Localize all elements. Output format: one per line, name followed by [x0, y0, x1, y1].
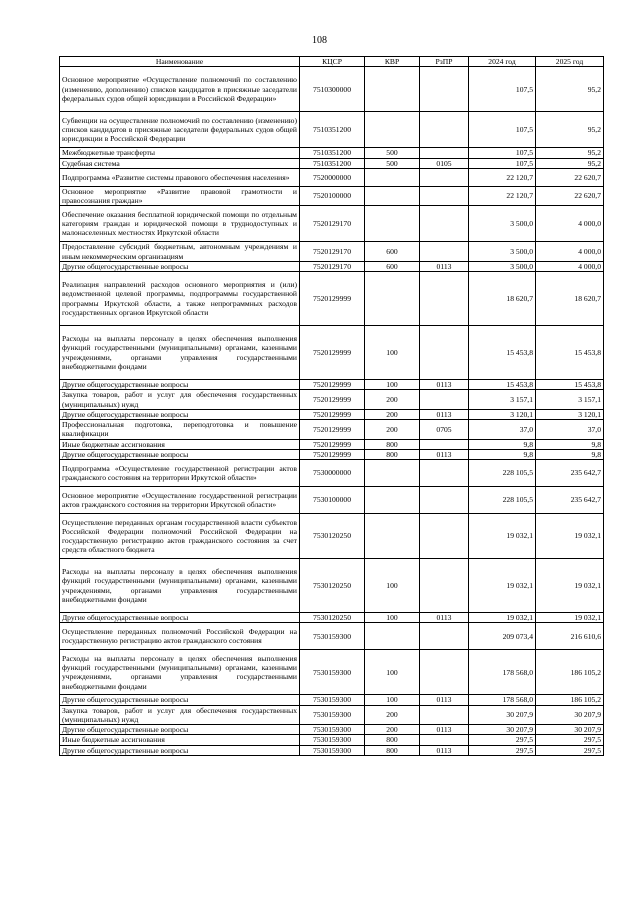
cell-name: Межбюджетные трансферты — [60, 148, 300, 158]
cell-kcsr: 7530100000 — [300, 487, 365, 514]
cell-kvr: 800 — [365, 449, 420, 459]
cell-y2025: 30 207,9 — [536, 725, 604, 735]
cell-rzpr — [420, 112, 469, 148]
header-kvr: КВР — [365, 57, 420, 67]
cell-kvr: 800 — [365, 439, 420, 449]
cell-name: Подпрограмма «Развитие системы правового обеспечения населения» — [60, 168, 300, 186]
cell-rzpr — [420, 705, 469, 725]
cell-kvr: 200 — [365, 725, 420, 735]
cell-kcsr: 7530159300 — [300, 623, 365, 650]
cell-kvr — [365, 623, 420, 650]
cell-kcsr: 7530120250 — [300, 613, 365, 623]
header-name: Наименование — [60, 57, 300, 67]
cell-kcsr: 7530159300 — [300, 735, 365, 745]
cell-kcsr: 7520129999 — [300, 380, 365, 390]
cell-y2024: 178 568,0 — [469, 650, 536, 695]
cell-kcsr: 7530159300 — [300, 650, 365, 695]
cell-y2024: 30 207,9 — [469, 705, 536, 725]
cell-name: Подпрограмма «Осуществление государственной регистрации актов гражданского состояния на территории Иркутской области» — [60, 460, 300, 487]
table-row — [60, 623, 604, 650]
cell-kvr — [365, 206, 420, 242]
table-row — [60, 409, 604, 419]
cell-kcsr: 7520100000 — [300, 186, 365, 206]
cell-name: Обеспечение оказания бесплатной юридической помощи по отдельным категориям граждан и юридической помощи в труднодоступных и малонаселенных местностях Иркутской области — [60, 206, 300, 242]
table-row — [60, 735, 604, 745]
cell-name: Другие общегосударственные вопросы — [60, 695, 300, 705]
cell-kcsr: 7530159300 — [300, 725, 365, 735]
cell-y2025: 30 207,9 — [536, 705, 604, 725]
cell-kvr: 200 — [365, 420, 420, 440]
cell-y2025: 297,5 — [536, 735, 604, 745]
cell-rzpr: 0113 — [420, 380, 469, 390]
cell-name: Субвенции на осуществление полномочий по составлению (изменению) списков кандидатов в присяжные заседатели федеральных судов общей юрисдикции в Российской Федерации — [60, 112, 300, 148]
cell-kvr — [365, 487, 420, 514]
cell-name: Другие общегосударственные вопросы — [60, 409, 300, 419]
cell-y2024: 37,0 — [469, 420, 536, 440]
table-row — [60, 695, 604, 705]
cell-kvr — [365, 460, 420, 487]
cell-name: Расходы на выплаты персоналу в целях обеспечения выполнения функций государственными (муниципальными) органами, казенными учреждениями, органами управления государственными внебюджетными фондами — [60, 650, 300, 695]
cell-y2024: 3 500,0 — [469, 206, 536, 242]
cell-y2024: 228 105,5 — [469, 487, 536, 514]
cell-y2024: 297,5 — [469, 735, 536, 745]
table-row — [60, 261, 604, 271]
cell-kcsr: 7510351200 — [300, 158, 365, 168]
cell-kvr: 500 — [365, 158, 420, 168]
table-row — [60, 439, 604, 449]
cell-y2024: 297,5 — [469, 745, 536, 755]
cell-name: Основное мероприятие «Развитие правовой грамотности и правосознания граждан» — [60, 186, 300, 206]
cell-kcsr: 7510351200 — [300, 148, 365, 158]
table-row — [60, 67, 604, 112]
cell-kcsr: 7520129999 — [300, 420, 365, 440]
cell-rzpr — [420, 514, 469, 559]
header-kcsr: КЦСР — [300, 57, 365, 67]
header-2024: 2024 год — [469, 57, 536, 67]
cell-rzpr: 0113 — [420, 613, 469, 623]
cell-name: Осуществление переданных органам государственной власти субъектов Российской Федерации полномочий Российской Федерации на государственную регистрацию актов гражданского состояния за счет средств областного бюджета — [60, 514, 300, 559]
cell-y2024: 3 157,1 — [469, 390, 536, 410]
cell-name: Закупка товаров, работ и услуг для обеспечения государственных (муниципальных) нужд — [60, 705, 300, 725]
cell-y2024: 107,5 — [469, 112, 536, 148]
cell-name: Иные бюджетные ассигнования — [60, 735, 300, 745]
cell-y2024: 19 032,1 — [469, 559, 536, 613]
cell-kcsr: 7520129999 — [300, 272, 365, 326]
cell-rzpr: 0113 — [420, 745, 469, 755]
cell-kcsr: 7520129170 — [300, 206, 365, 242]
cell-y2024: 107,5 — [469, 158, 536, 168]
cell-y2025: 3 157,1 — [536, 390, 604, 410]
cell-y2025: 18 620,7 — [536, 272, 604, 326]
cell-kcsr: 7530159300 — [300, 695, 365, 705]
cell-y2024: 3 500,0 — [469, 242, 536, 262]
cell-y2025: 95,2 — [536, 158, 604, 168]
table-row — [60, 559, 604, 613]
table-header-row — [60, 57, 604, 67]
table-row — [60, 460, 604, 487]
cell-y2025: 22 620,7 — [536, 186, 604, 206]
cell-kvr: 800 — [365, 735, 420, 745]
cell-y2025: 4 000,0 — [536, 242, 604, 262]
cell-rzpr: 0705 — [420, 420, 469, 440]
cell-rzpr: 0113 — [420, 695, 469, 705]
cell-kvr: 100 — [365, 559, 420, 613]
cell-kcsr: 7530120250 — [300, 559, 365, 613]
cell-y2025: 22 620,7 — [536, 168, 604, 186]
cell-kcsr: 7520129999 — [300, 390, 365, 410]
cell-y2024: 9,8 — [469, 449, 536, 459]
table-row — [60, 272, 604, 326]
table-row — [60, 449, 604, 459]
cell-kcsr: 7520129999 — [300, 449, 365, 459]
cell-y2025: 186 105,2 — [536, 695, 604, 705]
table-row — [60, 112, 604, 148]
cell-kvr — [365, 67, 420, 112]
cell-name: Другие общегосударственные вопросы — [60, 449, 300, 459]
cell-y2025: 297,5 — [536, 745, 604, 755]
cell-kcsr: 7510351200 — [300, 112, 365, 148]
cell-y2024: 3 120,1 — [469, 409, 536, 419]
cell-rzpr — [420, 623, 469, 650]
cell-y2024: 19 032,1 — [469, 613, 536, 623]
table-row — [60, 745, 604, 755]
cell-y2024: 19 032,1 — [469, 514, 536, 559]
cell-y2024: 178 568,0 — [469, 695, 536, 705]
cell-rzpr — [420, 390, 469, 410]
cell-name: Судебная система — [60, 158, 300, 168]
cell-kcsr: 7530000000 — [300, 460, 365, 487]
header-2025: 2025 год — [536, 57, 604, 67]
cell-rzpr — [420, 326, 469, 380]
cell-y2025: 95,2 — [536, 148, 604, 158]
cell-name: Профессиональная подготовка, переподготовка и повышение квалификации — [60, 420, 300, 440]
cell-kvr — [365, 514, 420, 559]
cell-kvr: 100 — [365, 650, 420, 695]
cell-y2024: 30 207,9 — [469, 725, 536, 735]
cell-name: Другие общегосударственные вопросы — [60, 745, 300, 755]
cell-y2024: 22 120,7 — [469, 168, 536, 186]
cell-rzpr — [420, 650, 469, 695]
table-row — [60, 487, 604, 514]
cell-kvr: 600 — [365, 242, 420, 262]
cell-kcsr: 7520129999 — [300, 409, 365, 419]
cell-kvr: 100 — [365, 613, 420, 623]
cell-kcsr: 7510300000 — [300, 67, 365, 112]
cell-y2025: 15 453,8 — [536, 326, 604, 380]
budget-table — [59, 56, 604, 756]
cell-kvr: 200 — [365, 409, 420, 419]
cell-name: Закупка товаров, работ и услуг для обеспечения государственных (муниципальных) нужд — [60, 390, 300, 410]
cell-rzpr: 0113 — [420, 409, 469, 419]
cell-y2025: 19 032,1 — [536, 559, 604, 613]
cell-name: Реализация направлений расходов основного мероприятия и (или) ведомственной целевой программы, подпрограммы государственной программы Иркутской области, а также непрограммных расходов государственных органов Иркутской области — [60, 272, 300, 326]
cell-name: Предоставление субсидий бюджетным, автономным учреждениям и иным некоммерческим организациям — [60, 242, 300, 262]
table-row — [60, 705, 604, 725]
cell-kvr: 200 — [365, 390, 420, 410]
cell-y2024: 15 453,8 — [469, 380, 536, 390]
cell-y2025: 19 032,1 — [536, 613, 604, 623]
table-row — [60, 613, 604, 623]
table-row — [60, 148, 604, 158]
cell-rzpr — [420, 439, 469, 449]
cell-name: Другие общегосударственные вопросы — [60, 725, 300, 735]
table-row — [60, 206, 604, 242]
cell-y2024: 22 120,7 — [469, 186, 536, 206]
header-rzpr: РзПР — [420, 57, 469, 67]
table-row — [60, 158, 604, 168]
cell-y2024: 9,8 — [469, 439, 536, 449]
cell-name: Другие общегосударственные вопросы — [60, 261, 300, 271]
cell-y2025: 95,2 — [536, 112, 604, 148]
cell-rzpr — [420, 67, 469, 112]
cell-rzpr: 0113 — [420, 261, 469, 271]
table-row — [60, 242, 604, 262]
cell-y2025: 19 032,1 — [536, 514, 604, 559]
cell-kvr: 100 — [365, 695, 420, 705]
cell-rzpr — [420, 148, 469, 158]
table-row — [60, 326, 604, 380]
cell-rzpr — [420, 559, 469, 613]
cell-kcsr: 7520000000 — [300, 168, 365, 186]
cell-y2025: 235 642,7 — [536, 460, 604, 487]
cell-kcsr: 7520129999 — [300, 326, 365, 380]
table-row — [60, 514, 604, 559]
cell-rzpr: 0113 — [420, 725, 469, 735]
cell-kvr — [365, 272, 420, 326]
cell-y2025: 216 610,6 — [536, 623, 604, 650]
cell-y2024: 3 500,0 — [469, 261, 536, 271]
cell-name: Осуществление переданных полномочий Российской Федерации на государственную регистрацию актов гражданского состояния — [60, 623, 300, 650]
cell-rzpr: 0105 — [420, 158, 469, 168]
cell-y2025: 3 120,1 — [536, 409, 604, 419]
table-row — [60, 186, 604, 206]
cell-rzpr — [420, 186, 469, 206]
cell-kvr: 100 — [365, 380, 420, 390]
cell-rzpr — [420, 272, 469, 326]
cell-name: Иные бюджетные ассигнования — [60, 439, 300, 449]
cell-kvr: 100 — [365, 326, 420, 380]
cell-name: Другие общегосударственные вопросы — [60, 380, 300, 390]
cell-y2024: 107,5 — [469, 67, 536, 112]
table-row — [60, 168, 604, 186]
table-row — [60, 390, 604, 410]
cell-y2025: 9,8 — [536, 449, 604, 459]
cell-rzpr — [420, 735, 469, 745]
table-row — [60, 650, 604, 695]
cell-kcsr: 7530159300 — [300, 705, 365, 725]
cell-y2025: 186 105,2 — [536, 650, 604, 695]
cell-y2025: 95,2 — [536, 67, 604, 112]
cell-kvr: 800 — [365, 745, 420, 755]
cell-kcsr: 7530159300 — [300, 745, 365, 755]
cell-kvr — [365, 168, 420, 186]
cell-y2024: 18 620,7 — [469, 272, 536, 326]
cell-y2024: 228 105,5 — [469, 460, 536, 487]
cell-kvr: 600 — [365, 261, 420, 271]
table-row — [60, 420, 604, 440]
cell-y2025: 235 642,7 — [536, 487, 604, 514]
cell-kcsr: 7520129170 — [300, 242, 365, 262]
cell-name: Другие общегосударственные вопросы — [60, 613, 300, 623]
cell-rzpr — [420, 460, 469, 487]
cell-rzpr — [420, 206, 469, 242]
cell-kvr — [365, 186, 420, 206]
cell-y2024: 107,5 — [469, 148, 536, 158]
table-row — [60, 725, 604, 735]
cell-y2025: 15 453,8 — [536, 380, 604, 390]
cell-y2025: 9,8 — [536, 439, 604, 449]
cell-kcsr: 7520129170 — [300, 261, 365, 271]
cell-y2025: 4 000,0 — [536, 206, 604, 242]
cell-y2025: 4 000,0 — [536, 261, 604, 271]
cell-name: Расходы на выплаты персоналу в целях обеспечения выполнения функций государственными (муниципальными) органами, казенными учреждениями, органами управления государственными внебюджетными фондами — [60, 559, 300, 613]
cell-rzpr — [420, 242, 469, 262]
cell-kcsr: 7530120250 — [300, 514, 365, 559]
cell-rzpr: 0113 — [420, 449, 469, 459]
cell-y2024: 209 073,4 — [469, 623, 536, 650]
cell-name: Расходы на выплаты персоналу в целях обеспечения выполнения функций государственными (муниципальными) органами, казенными учреждениями, органами управления государственными внебюджетными фондами — [60, 326, 300, 380]
cell-y2024: 15 453,8 — [469, 326, 536, 380]
cell-kvr: 500 — [365, 148, 420, 158]
cell-kvr — [365, 112, 420, 148]
table-row — [60, 380, 604, 390]
cell-kvr: 200 — [365, 705, 420, 725]
cell-kcsr: 7520129999 — [300, 439, 365, 449]
page-number: 108 — [312, 35, 327, 46]
cell-rzpr — [420, 168, 469, 186]
cell-name: Основное мероприятие «Осуществление полномочий по составлению (изменению, дополнению) списков кандидатов в присяжные заседатели федеральных судов общей юрисдикции в Российской Федерации» — [60, 67, 300, 112]
cell-rzpr — [420, 487, 469, 514]
cell-name: Основное мероприятие «Осуществление государственной регистрации актов гражданского состояния на территории Иркутской области» — [60, 487, 300, 514]
cell-y2025: 37,0 — [536, 420, 604, 440]
